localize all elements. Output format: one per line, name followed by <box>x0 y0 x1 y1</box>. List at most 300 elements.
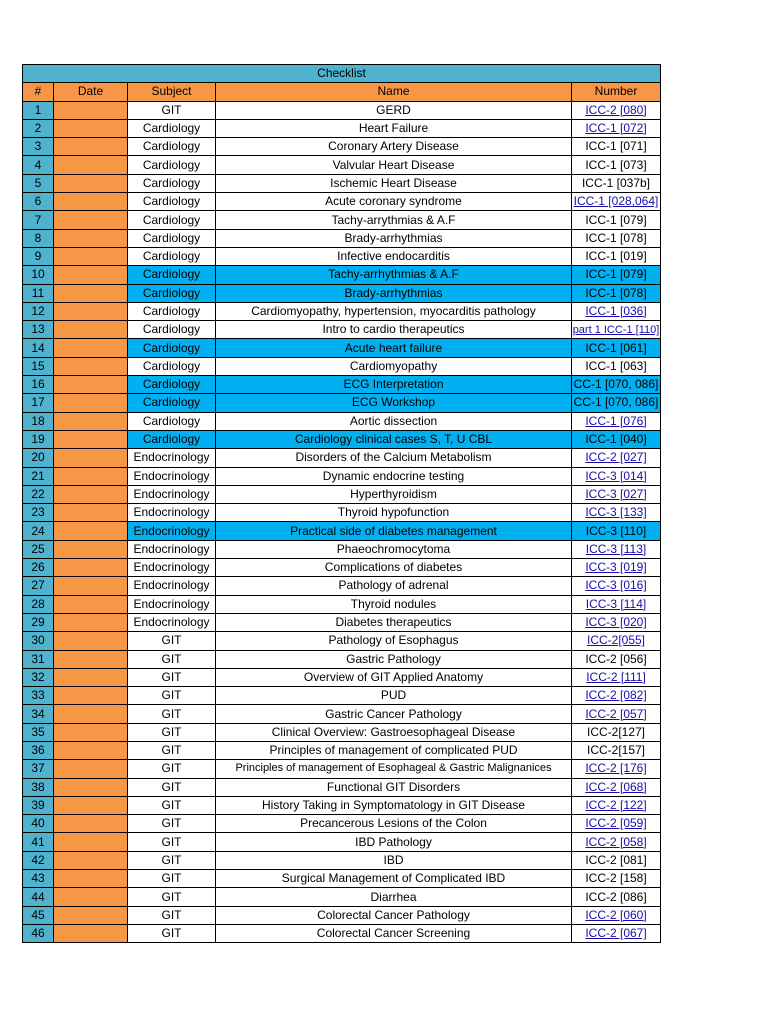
table-row <box>23 193 661 211</box>
name-cell[interactable]: Phaeochromocytoma <box>216 540 572 558</box>
header-num[interactable]: # <box>23 83 54 101</box>
subject-cell[interactable]: Cardiology <box>128 229 216 247</box>
row-number-cell: 30 <box>23 632 54 650</box>
row-number-cell: 23 <box>23 504 54 522</box>
date-cell[interactable] <box>54 577 128 595</box>
date-cell[interactable] <box>54 595 128 613</box>
date-cell[interactable] <box>54 156 128 174</box>
date-cell[interactable] <box>54 430 128 448</box>
subject-cell[interactable]: GIT <box>128 906 216 924</box>
name-cell[interactable]: Dynamic endocrine testing <box>216 467 572 485</box>
reference-number-cell[interactable] <box>572 687 661 705</box>
date-cell[interactable] <box>54 449 128 467</box>
name-cell[interactable]: Thyroid nodules <box>216 595 572 613</box>
subject-cell[interactable]: GIT <box>128 741 216 759</box>
reference-number-cell[interactable]: ICC-1 [071] <box>572 138 661 156</box>
name-cell[interactable]: Colorectal Cancer Screening <box>216 924 572 942</box>
row-number-cell: 36 <box>23 741 54 759</box>
reference-number-cell[interactable] <box>572 632 661 650</box>
name-cell[interactable]: Infective endocarditis <box>216 247 572 265</box>
reference-number-cell[interactable]: ICC-1 [073] <box>572 156 661 174</box>
date-cell[interactable] <box>54 796 128 814</box>
date-cell[interactable] <box>54 833 128 851</box>
table-row <box>23 412 661 430</box>
subject-cell[interactable]: GIT <box>128 833 216 851</box>
name-cell[interactable]: Practical side of diabetes management <box>216 522 572 540</box>
table-row <box>23 833 661 851</box>
date-cell[interactable] <box>54 467 128 485</box>
name-cell[interactable]: Cardiomyopathy, hypertension, myocarditis pathology <box>216 302 572 320</box>
subject-cell[interactable]: GIT <box>128 888 216 906</box>
row-number-cell: 2 <box>23 119 54 137</box>
checklist-table <box>22 64 661 943</box>
reference-number-cell[interactable]: ICC-2[157] <box>572 741 661 759</box>
date-cell[interactable] <box>54 412 128 430</box>
subject-cell[interactable]: GIT <box>128 870 216 888</box>
name-cell[interactable]: Cardiology clinical cases S, T, U CBL <box>216 430 572 448</box>
reference-link[interactable]: ICC-3 [133] <box>585 505 647 520</box>
name-cell[interactable]: Diabetes therapeutics <box>216 613 572 631</box>
name-cell[interactable]: Gastric Cancer Pathology <box>216 705 572 723</box>
date-cell[interactable] <box>54 229 128 247</box>
name-cell[interactable]: Pathology of adrenal <box>216 577 572 595</box>
name-cell[interactable]: GERD <box>216 101 572 119</box>
reference-link[interactable]: ICC-3 [014] <box>585 468 647 483</box>
subject-cell[interactable]: Endocrinology <box>128 485 216 503</box>
row-number-cell: 22 <box>23 485 54 503</box>
name-cell[interactable]: Overview of GIT Applied Anatomy <box>216 668 572 686</box>
date-cell[interactable] <box>54 339 128 357</box>
name-cell[interactable]: Gastric Pathology <box>216 650 572 668</box>
reference-number-cell[interactable]: ICC-1 [079] <box>572 211 661 229</box>
reference-link[interactable]: ICC-1 [028,064] <box>573 194 659 209</box>
table-row <box>23 119 661 137</box>
reference-link[interactable]: ICC-2 [067] <box>585 926 647 941</box>
date-cell[interactable] <box>54 559 128 577</box>
subject-cell[interactable]: Cardiology <box>128 357 216 375</box>
table-row <box>23 302 661 320</box>
table-row <box>23 504 661 522</box>
table-row <box>23 522 661 540</box>
name-cell[interactable]: PUD <box>216 687 572 705</box>
date-cell[interactable] <box>54 357 128 375</box>
name-cell[interactable]: IBD <box>216 851 572 869</box>
date-cell[interactable] <box>54 540 128 558</box>
reference-link[interactable]: ICC-2 [082] <box>585 688 647 703</box>
table-row <box>23 229 661 247</box>
table-row <box>23 705 661 723</box>
subject-cell[interactable]: Cardiology <box>128 138 216 156</box>
table-row <box>23 247 661 265</box>
reference-link[interactable]: part 1 ICC-1 [110] <box>572 324 660 337</box>
reference-link[interactable]: ICC-2 [027] <box>585 450 647 465</box>
name-cell[interactable]: Principles of management of Esophageal & Gastric Malignanices <box>216 760 572 778</box>
row-number-cell: 43 <box>23 870 54 888</box>
reference-link[interactable]: ICC-3 [113] <box>585 541 647 556</box>
table-row <box>23 559 661 577</box>
row-number-cell: 16 <box>23 376 54 394</box>
reference-link[interactable]: ICC-2 [068] <box>585 779 647 794</box>
subject-cell[interactable]: Endocrinology <box>128 467 216 485</box>
subject-cell[interactable]: Cardiology <box>128 266 216 284</box>
name-cell[interactable]: Brady-arrhythmias <box>216 284 572 302</box>
reference-number-cell[interactable] <box>572 577 661 595</box>
name-cell[interactable]: Valvular Heart Disease <box>216 156 572 174</box>
date-cell[interactable] <box>54 815 128 833</box>
date-cell[interactable] <box>54 101 128 119</box>
reference-number-cell[interactable] <box>572 778 661 796</box>
reference-number-cell[interactable]: ICC-3 [110] <box>572 522 661 540</box>
row-number-cell: 1 <box>23 101 54 119</box>
table-body <box>23 101 661 943</box>
date-cell[interactable] <box>54 119 128 137</box>
subject-cell[interactable]: GIT <box>128 924 216 942</box>
table-row <box>23 577 661 595</box>
table-row <box>23 485 661 503</box>
subject-cell[interactable]: Cardiology <box>128 394 216 412</box>
date-cell[interactable] <box>54 193 128 211</box>
name-cell[interactable]: History Taking in Symptomatology in GIT Disease <box>216 796 572 814</box>
row-number-cell: 18 <box>23 412 54 430</box>
subject-cell[interactable]: Endocrinology <box>128 577 216 595</box>
subject-cell[interactable]: GIT <box>128 632 216 650</box>
subject-cell[interactable]: GIT <box>128 101 216 119</box>
row-number-cell: 33 <box>23 687 54 705</box>
date-cell[interactable] <box>54 321 128 339</box>
name-cell[interactable]: Brady-arrhythmias <box>216 229 572 247</box>
name-cell[interactable]: Aortic dissection <box>216 412 572 430</box>
reference-link[interactable]: ICC-1 [036] <box>585 304 647 318</box>
reference-number-cell[interactable] <box>572 613 661 631</box>
row-number-cell: 4 <box>23 156 54 174</box>
row-number-cell: 46 <box>23 924 54 942</box>
date-cell[interactable] <box>54 504 128 522</box>
subject-cell[interactable]: Endocrinology <box>128 522 216 540</box>
table-row <box>23 430 661 448</box>
row-number-cell: 15 <box>23 357 54 375</box>
subject-cell[interactable]: Cardiology <box>128 376 216 394</box>
name-cell[interactable]: Cardiomyopathy <box>216 357 572 375</box>
reference-link[interactable]: ICC-3 [027] <box>585 486 647 501</box>
date-cell[interactable] <box>54 376 128 394</box>
reference-number-cell[interactable]: ICC-2 [086] <box>572 888 661 906</box>
header-row <box>23 83 661 101</box>
reference-link[interactable]: ICC-2[055] <box>586 633 646 648</box>
table-row <box>23 138 661 156</box>
table-row <box>23 376 661 394</box>
reference-number-cell[interactable] <box>572 595 661 613</box>
subject-cell[interactable]: Cardiology <box>128 302 216 320</box>
reference-number-cell[interactable] <box>572 924 661 942</box>
subject-cell[interactable]: Endocrinology <box>128 449 216 467</box>
subject-cell[interactable]: GIT <box>128 760 216 778</box>
name-cell[interactable]: Surgical Management of Complicated IBD <box>216 870 572 888</box>
subject-cell[interactable]: Endocrinology <box>128 595 216 613</box>
subject-cell[interactable]: Cardiology <box>128 119 216 137</box>
reference-number-cell[interactable] <box>572 412 661 430</box>
reference-number-cell[interactable] <box>572 504 661 522</box>
reference-number-cell[interactable] <box>572 906 661 924</box>
subject-cell[interactable]: GIT <box>128 851 216 869</box>
name-cell[interactable]: Ischemic Heart Disease <box>216 174 572 192</box>
table-row <box>23 888 661 906</box>
row-number-cell: 37 <box>23 760 54 778</box>
subject-cell[interactable]: Cardiology <box>128 211 216 229</box>
name-cell[interactable]: Complications of diabetes <box>216 559 572 577</box>
reference-number-cell[interactable] <box>572 760 661 778</box>
subject-cell[interactable]: Cardiology <box>128 247 216 265</box>
row-number-cell: 45 <box>23 906 54 924</box>
reference-number-cell[interactable] <box>572 705 661 723</box>
name-cell[interactable]: Hyperthyroidism <box>216 485 572 503</box>
row-number-cell: 3 <box>23 138 54 156</box>
reference-number-cell[interactable] <box>572 668 661 686</box>
name-cell[interactable]: Acute coronary syndrome <box>216 193 572 211</box>
table-row <box>23 357 661 375</box>
reference-number-cell[interactable] <box>572 540 661 558</box>
reference-number-cell[interactable]: ICC-2 [081] <box>572 851 661 869</box>
subject-cell[interactable]: Cardiology <box>128 284 216 302</box>
reference-number-cell[interactable] <box>572 119 661 137</box>
table-row <box>23 321 661 339</box>
row-number-cell: 10 <box>23 266 54 284</box>
date-cell[interactable] <box>54 613 128 631</box>
date-cell[interactable] <box>54 924 128 942</box>
date-cell[interactable] <box>54 266 128 284</box>
reference-number-cell[interactable]: ICC-1 [078] <box>572 284 661 302</box>
table-row <box>23 449 661 467</box>
checklist-sheet <box>22 64 660 943</box>
row-number-cell: 5 <box>23 174 54 192</box>
reference-number-cell[interactable]: ICC-2[127] <box>572 723 661 741</box>
header-number[interactable]: Number <box>572 83 661 101</box>
reference-link[interactable]: ICC-2 [080] <box>585 102 647 117</box>
reference-number-cell[interactable] <box>572 833 661 851</box>
reference-number-cell[interactable] <box>572 101 661 119</box>
subject-cell[interactable]: Endocrinology <box>128 540 216 558</box>
reference-number-cell[interactable] <box>572 559 661 577</box>
name-cell[interactable]: Tachy-arrhythmias & A.F <box>216 266 572 284</box>
table-row <box>23 924 661 942</box>
subject-cell[interactable]: GIT <box>128 723 216 741</box>
table-row <box>23 870 661 888</box>
reference-number-cell[interactable] <box>572 467 661 485</box>
name-cell[interactable]: IBD Pathology <box>216 833 572 851</box>
row-number-cell: 8 <box>23 229 54 247</box>
row-number-cell: 40 <box>23 815 54 833</box>
subject-cell[interactable]: GIT <box>128 650 216 668</box>
name-cell[interactable]: Tachy-arrythmias & A.F <box>216 211 572 229</box>
date-cell[interactable] <box>54 522 128 540</box>
reference-number-cell[interactable] <box>572 449 661 467</box>
date-cell[interactable] <box>54 302 128 320</box>
reference-number-cell[interactable]: ICC-1 [019] <box>572 247 661 265</box>
table-row <box>23 595 661 613</box>
table-row <box>23 723 661 741</box>
subject-cell[interactable]: Cardiology <box>128 193 216 211</box>
row-number-cell: 9 <box>23 247 54 265</box>
reference-number-cell[interactable] <box>572 815 661 833</box>
date-cell[interactable] <box>54 778 128 796</box>
subject-cell[interactable]: Cardiology <box>128 174 216 192</box>
date-cell[interactable] <box>54 741 128 759</box>
reference-number-cell[interactable]: CC-1 [070, 086] <box>572 394 661 412</box>
reference-link[interactable]: ICC-2 [122] <box>585 798 647 813</box>
reference-link[interactable]: ICC-3 [114] <box>585 596 647 611</box>
name-cell[interactable]: Clinical Overview: Gastroesophageal Disease <box>216 723 572 741</box>
date-cell[interactable] <box>54 870 128 888</box>
subject-cell[interactable]: Endocrinology <box>128 504 216 522</box>
date-cell[interactable] <box>54 650 128 668</box>
row-number-cell: 7 <box>23 211 54 229</box>
reference-number-cell[interactable]: ICC-2 [158] <box>572 870 661 888</box>
table-row <box>23 394 661 412</box>
table-row <box>23 650 661 668</box>
header-date[interactable]: Date <box>54 83 128 101</box>
date-cell[interactable] <box>54 394 128 412</box>
table-row <box>23 284 661 302</box>
table-row <box>23 467 661 485</box>
reference-link[interactable]: ICC-3 [020] <box>585 615 647 630</box>
subject-cell[interactable]: Endocrinology <box>128 559 216 577</box>
subject-cell[interactable]: Cardiology <box>128 412 216 430</box>
reference-link[interactable]: ICC-1 [072] <box>585 121 647 136</box>
date-cell[interactable] <box>54 284 128 302</box>
date-cell[interactable] <box>54 760 128 778</box>
row-number-cell: 21 <box>23 467 54 485</box>
date-cell[interactable] <box>54 485 128 503</box>
reference-link[interactable]: ICC-3 [016] <box>585 578 647 593</box>
name-cell[interactable]: ECG Workshop <box>216 394 572 412</box>
subject-cell[interactable]: Endocrinology <box>128 613 216 631</box>
table-row <box>23 668 661 686</box>
reference-number-cell[interactable]: ICC-1 [063] <box>572 357 661 375</box>
name-cell[interactable]: Disorders of the Calcium Metabolism <box>216 449 572 467</box>
table-row <box>23 101 661 119</box>
date-cell[interactable] <box>54 138 128 156</box>
table-row <box>23 796 661 814</box>
reference-number-cell[interactable] <box>572 321 661 339</box>
row-number-cell: 17 <box>23 394 54 412</box>
reference-number-cell[interactable]: ICC-2 [056] <box>572 650 661 668</box>
reference-link[interactable]: ICC-2 [060] <box>585 907 647 922</box>
subject-cell[interactable]: Cardiology <box>128 321 216 339</box>
date-cell[interactable] <box>54 906 128 924</box>
date-cell[interactable] <box>54 211 128 229</box>
row-number-cell: 25 <box>23 540 54 558</box>
table-row <box>23 815 661 833</box>
table-row <box>23 687 661 705</box>
row-number-cell: 11 <box>23 284 54 302</box>
row-number-cell: 24 <box>23 522 54 540</box>
date-cell[interactable] <box>54 851 128 869</box>
name-cell[interactable]: Heart Failure <box>216 119 572 137</box>
date-cell[interactable] <box>54 174 128 192</box>
table-row <box>23 851 661 869</box>
date-cell[interactable] <box>54 668 128 686</box>
reference-link[interactable]: ICC-2 [111] <box>586 669 646 684</box>
table-row <box>23 906 661 924</box>
subject-cell[interactable]: GIT <box>128 705 216 723</box>
name-cell[interactable]: Colorectal Cancer Pathology <box>216 906 572 924</box>
name-cell[interactable]: Intro to cardio therapeutics <box>216 321 572 339</box>
name-cell[interactable]: Acute heart failure <box>216 339 572 357</box>
row-number-cell: 42 <box>23 851 54 869</box>
reference-number-cell[interactable] <box>572 796 661 814</box>
table-row <box>23 613 661 631</box>
subject-cell[interactable]: GIT <box>128 778 216 796</box>
row-number-cell: 34 <box>23 705 54 723</box>
subject-cell[interactable]: GIT <box>128 796 216 814</box>
subject-cell[interactable]: GIT <box>128 687 216 705</box>
reference-link[interactable]: ICC-2 [057] <box>585 706 647 721</box>
row-number-cell: 27 <box>23 577 54 595</box>
row-number-cell: 19 <box>23 430 54 448</box>
subject-cell[interactable]: Cardiology <box>128 156 216 174</box>
table-row <box>23 760 661 778</box>
name-cell[interactable]: ECG Interpretation <box>216 376 572 394</box>
subject-cell[interactable]: GIT <box>128 815 216 833</box>
name-cell[interactable]: Diarrhea <box>216 888 572 906</box>
reference-link[interactable]: ICC-2 [176] <box>585 761 647 776</box>
subject-cell[interactable]: Cardiology <box>128 339 216 357</box>
reference-number-cell[interactable]: ICC-1 [079] <box>572 266 661 284</box>
row-number-cell: 26 <box>23 559 54 577</box>
date-cell[interactable] <box>54 632 128 650</box>
table-row <box>23 632 661 650</box>
date-cell[interactable] <box>54 247 128 265</box>
table-row <box>23 339 661 357</box>
row-number-cell: 14 <box>23 339 54 357</box>
table-row <box>23 741 661 759</box>
name-cell[interactable]: Principles of management of complicated PUD <box>216 741 572 759</box>
reference-number-cell[interactable] <box>572 193 661 211</box>
reference-link[interactable]: ICC-2 [058] <box>585 834 647 849</box>
reference-link[interactable]: ICC-1 [076] <box>585 413 647 428</box>
table-row <box>23 266 661 284</box>
name-cell[interactable]: Thyroid hypofunction <box>216 504 572 522</box>
reference-number-cell[interactable]: ICC-1 [040] <box>572 430 661 448</box>
date-cell[interactable] <box>54 723 128 741</box>
reference-number-cell[interactable]: ICC-1 [061] <box>572 339 661 357</box>
row-number-cell: 20 <box>23 449 54 467</box>
subject-cell[interactable]: GIT <box>128 668 216 686</box>
reference-number-cell[interactable] <box>572 302 661 320</box>
header-name[interactable]: Name <box>216 83 572 101</box>
name-cell[interactable]: Coronary Artery Disease <box>216 138 572 156</box>
row-number-cell: 39 <box>23 796 54 814</box>
reference-link[interactable]: ICC-3 [019] <box>585 560 647 575</box>
reference-number-cell[interactable]: CC-1 [070, 086] <box>572 376 661 394</box>
table-row <box>23 540 661 558</box>
table-row <box>23 778 661 796</box>
reference-link[interactable]: ICC-2 [059] <box>585 816 647 831</box>
reference-number-cell[interactable] <box>572 485 661 503</box>
name-cell[interactable]: Pathology of Esophagus <box>216 632 572 650</box>
table-row <box>23 211 661 229</box>
row-number-cell: 32 <box>23 668 54 686</box>
reference-number-cell[interactable]: ICC-1 [078] <box>572 229 661 247</box>
subject-cell[interactable]: Cardiology <box>128 430 216 448</box>
name-cell[interactable]: Precancerous Lesions of the Colon <box>216 815 572 833</box>
name-cell[interactable]: Functional GIT Disorders <box>216 778 572 796</box>
date-cell[interactable] <box>54 888 128 906</box>
date-cell[interactable] <box>54 687 128 705</box>
date-cell[interactable] <box>54 705 128 723</box>
table-row <box>23 174 661 192</box>
reference-number-cell[interactable]: ICC-1 [037b] <box>572 174 661 192</box>
header-subject[interactable]: Subject <box>128 83 216 101</box>
